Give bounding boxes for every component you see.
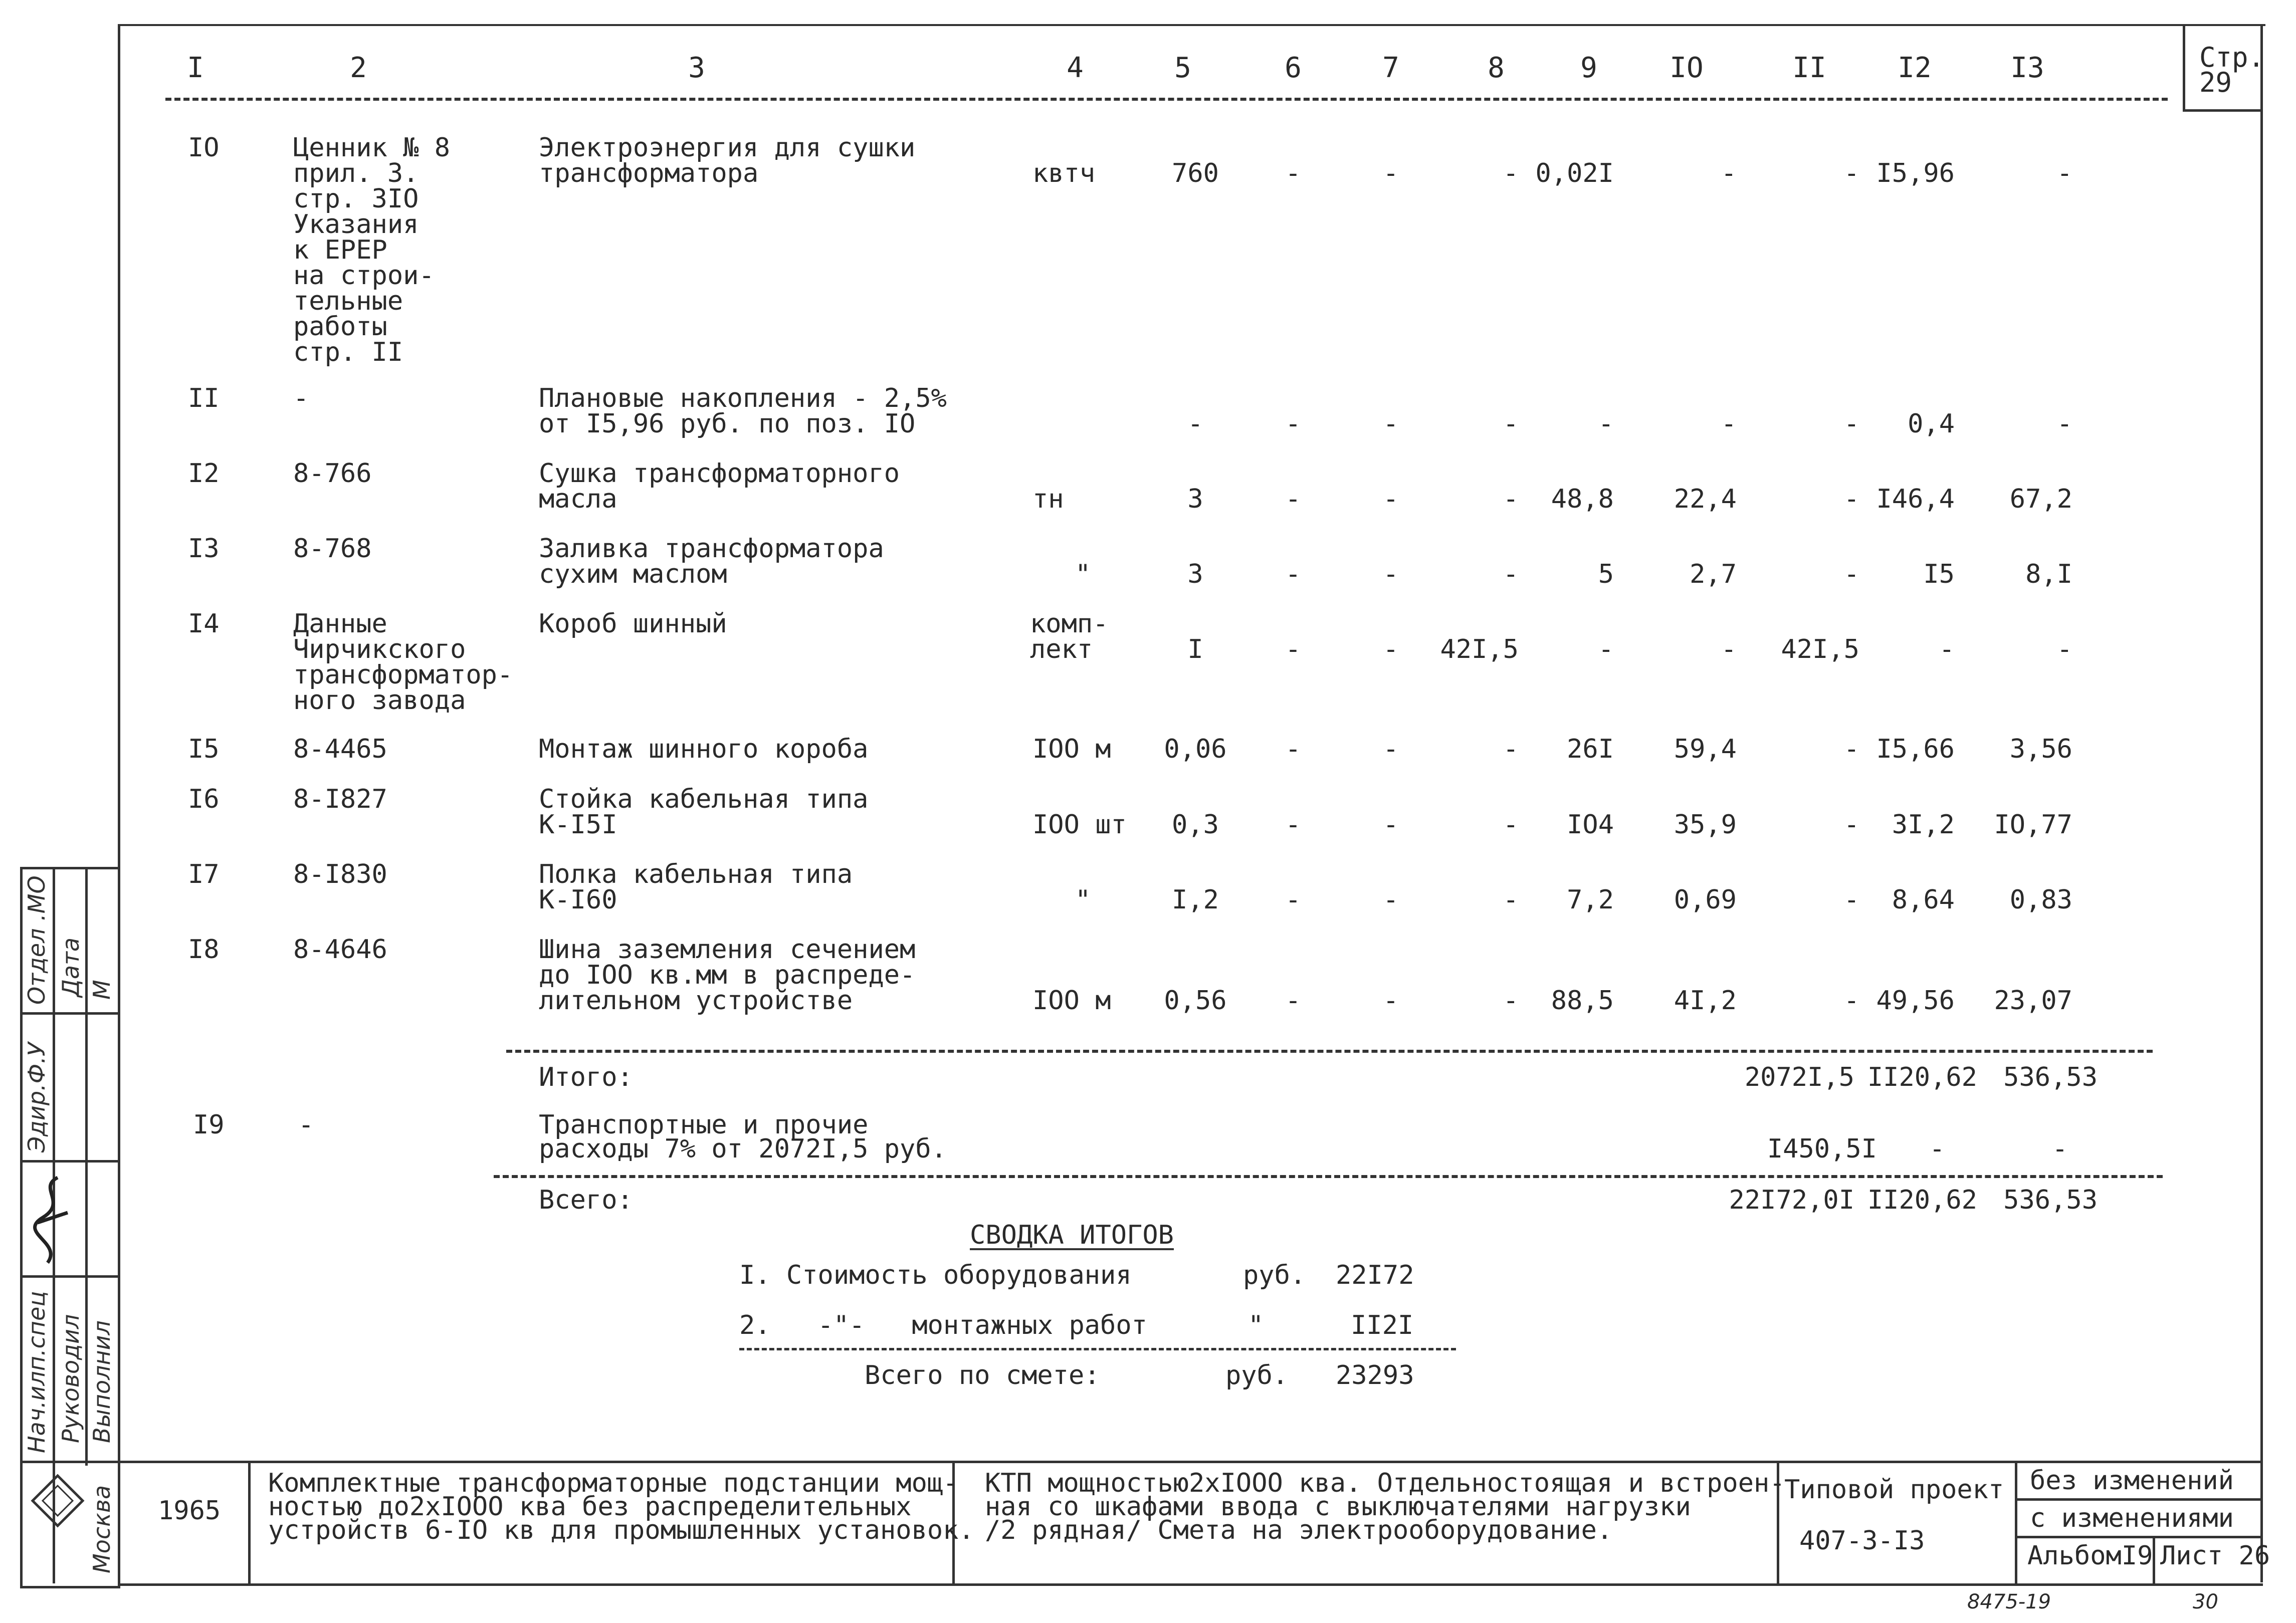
row-number: I8: [188, 935, 220, 965]
row-cell-c9: 7,2: [1567, 885, 1614, 915]
row-unit: IOO м: [1032, 734, 1111, 764]
stamp-divider: [248, 1461, 251, 1583]
stamp-divider: [2015, 1498, 2263, 1501]
column-header-9: 9: [1580, 52, 1597, 84]
row-cell-c11: -: [1843, 484, 1859, 514]
row-cell-c10: -: [1721, 409, 1737, 439]
row19-c12: -: [1929, 1134, 1945, 1164]
row-cell-c13: IO,77: [1994, 810, 2072, 840]
column-header-8: 8: [1488, 52, 1505, 84]
row-cell-c5: 760: [1172, 158, 1219, 188]
row-code-line: тельные: [293, 286, 403, 316]
row-description-line: Монтаж шинного короба: [539, 734, 869, 764]
institute-logo: [30, 1473, 85, 1528]
row-description-line: Электроэнергия для сушки: [539, 133, 916, 163]
row-cell-c7: -: [1383, 409, 1399, 439]
row-code-line: 8-768: [293, 534, 372, 564]
row-cell-c10: 2,7: [1690, 559, 1737, 589]
summary-dashed-rule: [739, 1348, 1456, 1350]
row-cell-c10: 0,69: [1674, 885, 1737, 915]
itogo-dashed-rule: [506, 1050, 2153, 1053]
row-cell-c8: -: [1503, 986, 1519, 1016]
stamp-year: 1965: [158, 1496, 221, 1526]
row-cell-c7: -: [1383, 810, 1399, 840]
row-cell-c8: 42I,5: [1440, 634, 1519, 664]
row-cell-c6: -: [1285, 810, 1301, 840]
row-cell-c9: 88,5: [1551, 986, 1614, 1016]
left-stamp-divider: [20, 1012, 118, 1015]
row-cell-c7: -: [1383, 885, 1399, 915]
row-description-line: К-I5I: [539, 810, 617, 840]
row-code-line: 8-4465: [293, 734, 387, 764]
row-cell-c6: -: [1285, 734, 1301, 764]
page-label: Стр.: [2199, 42, 2265, 73]
row-cell-c5: I,2: [1172, 885, 1219, 915]
row-cell-c6: -: [1285, 986, 1301, 1016]
row-cell-c7: -: [1383, 559, 1399, 589]
summary-total-unit: руб.: [1225, 1360, 1289, 1390]
row-description-line: трансформатора: [539, 158, 759, 188]
column-header-1: I: [187, 52, 204, 84]
stamp-desc2-line2: ная со шкафами ввода с выключателями нагрузки: [985, 1492, 1691, 1522]
summary-line1-unit: руб.: [1243, 1260, 1306, 1290]
left-stamp-vypolnil: Выполнил: [88, 1320, 115, 1443]
row-cell-c8: -: [1503, 559, 1519, 589]
page-number-box: [2183, 24, 2263, 112]
row-cell-c6: -: [1285, 885, 1301, 915]
page-number: 29: [2199, 67, 2232, 98]
row-cell-c8: -: [1503, 734, 1519, 764]
summary-total-value: 23293: [1336, 1360, 1414, 1390]
sheet-right-border: [2260, 24, 2263, 1582]
left-stamp-m: М: [88, 980, 115, 1000]
row-description-line: до IOO кв.мм в распреде-: [539, 960, 916, 990]
row-cell-c9: -: [1598, 409, 1614, 439]
row-description-line: Стойка кабельная типа: [539, 784, 869, 814]
row-cell-c6: -: [1285, 158, 1301, 188]
row-code-line: трансформатор-: [293, 660, 513, 690]
row-cell-c11: -: [1843, 986, 1859, 1016]
row19-code: -: [298, 1110, 314, 1140]
stamp-project-number: 407-3-I3: [1799, 1526, 1925, 1556]
row-number: I7: [188, 859, 220, 889]
stamp-project-label: Типовой проект: [1784, 1475, 2004, 1505]
row-number: I6: [188, 784, 220, 814]
row-code-line: стр. 3IO: [293, 184, 419, 214]
stamp-divider: [2015, 1536, 2263, 1538]
row-number: IO: [188, 133, 220, 163]
stamp-desc2-line3: /2 рядная/ Смета на электрооборудование.: [985, 1515, 1613, 1545]
row-cell-c9: 26I: [1567, 734, 1614, 764]
row-code-line: 8-I830: [293, 859, 387, 889]
row-cell-c13: -: [2056, 409, 2072, 439]
row-cell-c11: -: [1843, 734, 1859, 764]
row-cell-c13: 3,56: [2009, 734, 2072, 764]
handwritten-number: 8475-19: [1967, 1590, 2051, 1613]
row-cell-c5: 0,06: [1164, 734, 1227, 764]
row-cell-c11: -: [1843, 559, 1859, 589]
row-unit: тн: [1032, 484, 1064, 514]
row-cell-c8: -: [1503, 409, 1519, 439]
row-cell-c11: -: [1843, 409, 1859, 439]
stamp-with-changes: с изменениями: [2030, 1503, 2234, 1533]
row-code-line: -: [293, 383, 309, 413]
row-unit: ": [1075, 885, 1091, 915]
vsego-dashed-rule: [494, 1175, 2163, 1178]
row-cell-c10: -: [1721, 634, 1737, 664]
row19-c11: I450,5I: [1767, 1134, 1877, 1164]
stamp-desc1-line2: ностью до2хIOOO ква без распределительных: [268, 1492, 912, 1522]
stamp-desc1-line1: Комплектные трансформаторные подстанции мощ-: [268, 1468, 959, 1498]
row-description-line: Короб шинный: [539, 609, 727, 639]
row19-number: I9: [193, 1110, 225, 1140]
left-stamp-head-spec: Нач.илп.спец: [23, 1291, 50, 1453]
row-unit: IOO м: [1032, 986, 1111, 1016]
row-cell-c6: -: [1285, 409, 1301, 439]
row-description-line: К-I60: [539, 885, 617, 915]
row-unit: IOO шт: [1032, 810, 1127, 840]
row-cell-c7: -: [1383, 986, 1399, 1016]
itogo-c13: 536,53: [2003, 1062, 2098, 1092]
row-description-line: Полка кабельная типа: [539, 859, 853, 889]
row-cell-c6: -: [1285, 484, 1301, 514]
row-code-line: 8-766: [293, 458, 372, 489]
row-cell-c5: -: [1187, 409, 1203, 439]
row-cell-c12: I5: [1923, 559, 1955, 589]
summary-line2-value: II2I: [1351, 1310, 1414, 1340]
row-cell-c12: I5,96: [1876, 158, 1955, 188]
row-cell-c9: 5: [1598, 559, 1614, 589]
row-number: II: [188, 383, 220, 413]
row-cell-c5: 0,56: [1164, 986, 1227, 1016]
row-cell-c7: -: [1383, 634, 1399, 664]
row-code-line: 8-4646: [293, 935, 387, 965]
itogo-c11: 2072I,5: [1744, 1062, 1854, 1092]
column-header-13: I3: [2010, 52, 2044, 84]
row-cell-c13: -: [2056, 634, 2072, 664]
row-cell-c12: 0,4: [1908, 409, 1955, 439]
itogo-c12: II20,62: [1867, 1062, 1977, 1092]
summary-line1-value: 22I72: [1336, 1260, 1414, 1290]
stamp-sheet: Лист 26: [2160, 1541, 2270, 1571]
column-header-2: 2: [350, 52, 367, 84]
row-description-line: Заливка трансформатора: [539, 534, 884, 564]
row-cell-c5: I: [1187, 634, 1203, 664]
row-description-line: от I5,96 руб. по поз. IO: [539, 409, 916, 439]
handwritten-page: 30: [2193, 1590, 2218, 1613]
row-description-line: Шина заземления сечением: [539, 935, 916, 965]
row-code-line: Чирчикского: [293, 634, 466, 664]
column-header-6: 6: [1285, 52, 1302, 84]
left-stamp-dept: Отдел .МО: [23, 875, 50, 1005]
stamp-divider: [2153, 1536, 2155, 1583]
header-dashed-rule: [165, 98, 2168, 101]
left-stamp-divider: [20, 1160, 118, 1163]
left-stamp-date: Дата: [57, 937, 84, 997]
left-stamp-divider: [20, 1461, 118, 1463]
itogo-label: Итого:: [539, 1062, 633, 1092]
row19-desc-line2: расходы 7% от 2072I,5 руб.: [539, 1134, 947, 1164]
left-stamp-director: Эдир.Ф.У: [23, 1042, 50, 1152]
vsego-c11: 22I72,0I: [1729, 1185, 1854, 1215]
row-code-line: 8-I827: [293, 784, 387, 814]
column-header-4: 4: [1067, 52, 1084, 84]
row-cell-c11: -: [1843, 885, 1859, 915]
row-code-line: стр. II: [293, 337, 403, 367]
row-unit-line: комп-: [1030, 609, 1109, 639]
row-cell-c10: 35,9: [1674, 810, 1737, 840]
row-cell-c13: -: [2056, 158, 2072, 188]
stamp-city: Москва: [88, 1485, 115, 1573]
row-cell-c8: -: [1503, 885, 1519, 915]
row-cell-c7: -: [1383, 484, 1399, 514]
vsego-c13: 536,53: [2003, 1185, 2098, 1215]
column-header-7: 7: [1382, 52, 1399, 84]
row-cell-c11: 42I,5: [1781, 634, 1859, 664]
stamp-desc2-line1: КТП мощностью2хIOOO ква. Отдельностоящая и встроен-: [985, 1468, 1785, 1498]
row-cell-c13: 67,2: [2009, 484, 2072, 514]
row-unit-line: лект: [1030, 634, 1093, 664]
row-number: I2: [188, 458, 220, 489]
row-cell-c10: 59,4: [1674, 734, 1737, 764]
column-header-11: II: [1792, 52, 1826, 84]
signature-image: [28, 1173, 78, 1268]
left-stamp-divider: [20, 1275, 118, 1278]
row-number: I4: [188, 609, 220, 639]
vsego-label: Всего:: [539, 1185, 633, 1215]
row-cell-c5: 0,3: [1172, 810, 1219, 840]
row-description-line: масла: [539, 484, 617, 514]
row-cell-c5: 3: [1187, 484, 1203, 514]
row-cell-c13: 23,07: [1994, 986, 2072, 1016]
row-cell-c9: 48,8: [1551, 484, 1614, 514]
summary-line2-text: 2. -"- монтажных работ: [739, 1310, 1147, 1340]
row-cell-c8: -: [1503, 810, 1519, 840]
row19-c13: -: [2052, 1134, 2068, 1164]
row-cell-c9: IO4: [1567, 810, 1614, 840]
left-stamp-divider: [85, 867, 88, 1466]
stamp-desc1-line3: устройств 6-IO кв для промышленных установок.: [268, 1515, 974, 1545]
column-header-5: 5: [1174, 52, 1191, 84]
row-cell-c10: 22,4: [1674, 484, 1737, 514]
row-code-line: к ЕРЕР: [293, 235, 387, 265]
row-cell-c8: -: [1503, 484, 1519, 514]
column-header-12: I2: [1898, 52, 1932, 84]
row-cell-c12: I5,66: [1876, 734, 1955, 764]
summary-line2-unit: ": [1248, 1310, 1264, 1340]
row-description-line: Сушка трансформаторного: [539, 458, 900, 489]
row-cell-c7: -: [1383, 734, 1399, 764]
row-cell-c6: -: [1285, 634, 1301, 664]
row-cell-c13: 0,83: [2009, 885, 2072, 915]
row-description-line: сухим маслом: [539, 559, 727, 589]
row-cell-c9: -: [1598, 634, 1614, 664]
left-stamp-rukovodil: Руководил: [57, 1314, 84, 1443]
stamp-album: АльбомI9: [2027, 1541, 2153, 1571]
row-unit: ": [1075, 559, 1091, 589]
row-unit: квтч: [1032, 158, 1096, 188]
column-header-10: IO: [1669, 52, 1704, 84]
row-number: I3: [188, 534, 220, 564]
row-cell-c12: 49,56: [1876, 986, 1955, 1016]
row-cell-c9: 0,02I: [1535, 158, 1614, 188]
summary-line1-text: I. Стоимость оборудования: [739, 1260, 1132, 1290]
row-cell-c6: -: [1285, 559, 1301, 589]
row-cell-c11: -: [1843, 810, 1859, 840]
row-cell-c5: 3: [1187, 559, 1203, 589]
row-code-line: прил. 3.: [293, 158, 419, 188]
row-code-line: ного завода: [293, 685, 466, 716]
row-cell-c12: -: [1939, 634, 1955, 664]
vsego-c12: II20,62: [1867, 1185, 1977, 1215]
row-cell-c12: 3I,2: [1892, 810, 1955, 840]
summary-title: СВОДКА ИТОГОВ: [970, 1220, 1174, 1250]
row19-desc-line1: Транспортные и прочие: [539, 1110, 869, 1140]
stamp-divider: [2015, 1461, 2017, 1583]
row-description-line: лительном устройстве: [539, 986, 853, 1016]
row-code-line: на строи-: [293, 261, 435, 291]
row-cell-c12: I46,4: [1876, 484, 1955, 514]
row-code-line: Ценник № 8: [293, 133, 451, 163]
row-code-line: Указания: [293, 209, 419, 240]
stamp-no-changes: без изменений: [2030, 1466, 2234, 1496]
row-description-line: Плановые накопления - 2,5%: [539, 383, 947, 413]
row-cell-c7: -: [1383, 158, 1399, 188]
row-cell-c10: -: [1721, 158, 1737, 188]
row-number: I5: [188, 734, 220, 764]
row-code-line: Данные: [293, 609, 387, 639]
column-header-3: 3: [688, 52, 705, 84]
row-cell-c12: 8,64: [1892, 885, 1955, 915]
row-cell-c11: -: [1843, 158, 1859, 188]
summary-total-text: Всего по смете:: [865, 1360, 1100, 1390]
row-cell-c10: 4I,2: [1674, 986, 1737, 1016]
row-cell-c13: 8,I: [2025, 559, 2072, 589]
row-cell-c8: -: [1503, 158, 1519, 188]
row-code-line: работы: [293, 312, 387, 342]
